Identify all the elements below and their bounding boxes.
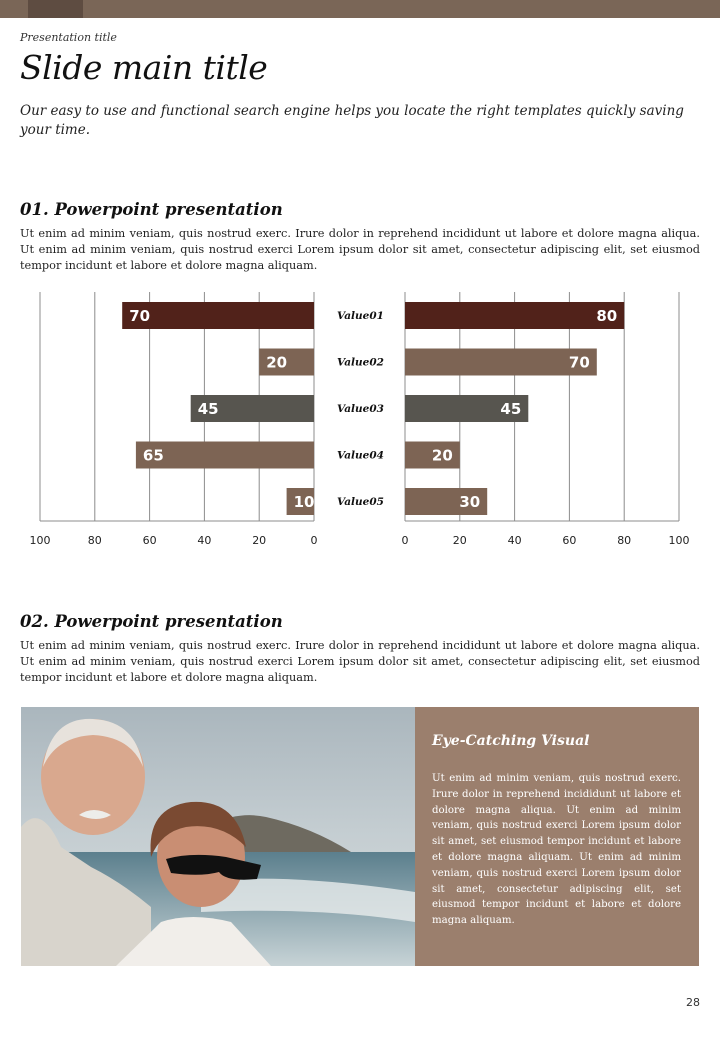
- tick-label-left: 40: [197, 534, 212, 547]
- tick-label-right: 40: [507, 534, 522, 547]
- presentation-title: Presentation title: [20, 31, 117, 44]
- bar-right-label: 80: [596, 307, 618, 325]
- tick-label-left: 60: [142, 534, 157, 547]
- top-bar: [0, 0, 720, 18]
- bar-right-label: 30: [459, 493, 481, 511]
- callout-title: Eye-Catching Visual: [432, 733, 590, 749]
- tick-label-right: 60: [562, 534, 577, 547]
- slide-title: Slide main title: [20, 48, 268, 87]
- bar-left-label: 10: [293, 493, 315, 511]
- section2-title: 02. Powerpoint presentation: [20, 612, 283, 631]
- tick-label-left: 0: [310, 534, 318, 547]
- bar-left-label: 20: [266, 353, 288, 372]
- tick-label-right: 20: [452, 534, 467, 547]
- couple-photo: [21, 707, 415, 966]
- tick-label-right: 80: [617, 534, 632, 547]
- bar-left-label: 65: [142, 446, 164, 465]
- category-label: Value01: [337, 310, 384, 322]
- category-label: Value02: [337, 356, 384, 369]
- page-number: 28: [686, 996, 700, 1009]
- tick-label-right: 100: [668, 534, 690, 547]
- section1-body: Ut enim ad minim veniam, quis nostrud exerc. Irure dolor in reprehend incididunt ut labore et dolore magna aliqua. Ut enim ad minim veniam, quis nostrud exerci Lorem ipsum dolor sit amet, consectetur adipiscing elit, set eiusmod tempor incidunt et labore et dolore magna aliquam.: [20, 227, 700, 272]
- category-label: Value03: [337, 403, 384, 415]
- bar-left-label: 45: [197, 400, 219, 418]
- tick-label-left: 80: [87, 534, 102, 547]
- bar-right-label: 70: [568, 353, 590, 372]
- tick-label-left: 20: [252, 534, 267, 547]
- bar-left-label: 70: [129, 307, 151, 325]
- section2-body: Ut enim ad minim veniam, quis nostrud exerc. Irure dolor in reprehend incididunt ut labore et dolore magna aliqua. Ut enim ad minim veniam, quis nostrud exerci Lorem ipsum dolor sit amet, consectetur adipiscing elit, set eiusmod tempor incidunt et labore et dolore magna aliquam.: [20, 639, 700, 684]
- category-label: Value05: [337, 496, 384, 508]
- tick-label-left: 100: [29, 534, 51, 547]
- section1-title: 01. Powerpoint presentation: [20, 200, 283, 219]
- bar-right-label: 45: [500, 400, 522, 418]
- bar-right: [405, 302, 624, 329]
- bar-right-label: 20: [431, 446, 453, 465]
- callout-body: Ut enim ad minim veniam, quis nostrud exerc. Irure dolor in reprehend incididunt ut labore et dolore magna aliqua. Ut enim ad minim veniam, quis nostrud exerci Lorem ipsum dolor sit amet, set eiusmod tempor incidunt et labore et dolore magna aliquam. Ut enim ad minim veniam, quis nostrud exerci Lorem ipsum dolor sit amet, consectetur adipiscing elit, set eiusmod tempor incidunt et labore et dolore magna aliquam.: [432, 773, 681, 927]
- butterfly-bar-chart: [0, 285, 720, 555]
- top-bar-accent: [28, 0, 83, 18]
- bar-left: [122, 302, 314, 329]
- tick-label-right: 0: [401, 534, 409, 547]
- slide-subtitle: Our easy to use and functional search engine helps you locate the right templates quickly saving your time.: [20, 103, 684, 138]
- callout-box: [415, 707, 699, 966]
- category-label: Value04: [337, 449, 384, 462]
